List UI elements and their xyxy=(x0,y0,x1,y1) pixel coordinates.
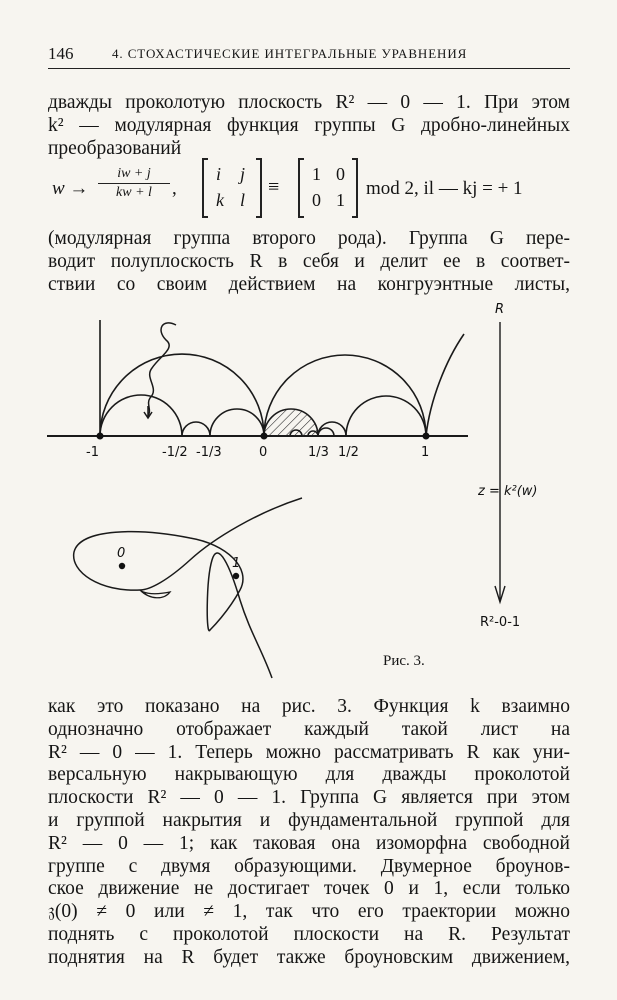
matrix-cell: l xyxy=(240,190,246,210)
text-line: поднятия на R будет также броуновским движением, xyxy=(48,946,570,968)
text-line: и группой накрытия и фундаментальной группой для xyxy=(48,809,570,831)
label-point-zero: 0 xyxy=(117,546,126,561)
arc-right-edge xyxy=(426,334,464,436)
paragraph-top xyxy=(48,92,570,160)
text-line: версальную накрывающую для дважды проколотой xyxy=(48,764,570,786)
page-header xyxy=(48,44,570,69)
brownian-path-lower xyxy=(74,498,302,678)
text-line: водит полуплоскость R в себя и делит ее в соответ- xyxy=(48,250,570,272)
point-zero xyxy=(261,433,268,440)
puncture-zero xyxy=(119,563,125,569)
label-point-one: 1 xyxy=(232,556,241,571)
matrix-left xyxy=(202,160,262,216)
matrix-cell: 1 xyxy=(336,190,345,210)
tick-third: 1/3 xyxy=(308,445,329,460)
tick-zero: 0 xyxy=(259,445,268,460)
label-R: R xyxy=(495,302,505,317)
text-line: преобразований xyxy=(48,137,182,159)
tick-minus-third: -1/3 xyxy=(196,445,222,460)
matrix-cell: 0 xyxy=(336,164,345,184)
fraction-denominator: kw + l xyxy=(116,185,152,200)
formula-fraction xyxy=(98,166,170,201)
formula-equiv: ≡ xyxy=(268,176,280,198)
label-map: z = k²(w) xyxy=(478,484,538,499)
point-minus-one xyxy=(97,433,104,440)
arc-minus-one-half xyxy=(100,395,182,436)
arc-minus-third-zero xyxy=(210,409,264,436)
matrix-right xyxy=(298,160,358,216)
text-line: ское движение не достигает точек 0 и 1, если только xyxy=(48,878,570,900)
matrix-cell: j xyxy=(240,164,246,184)
text-line: (модулярная группа второго рода). Группа G пере- xyxy=(48,228,570,249)
tick-minus-one: -1 xyxy=(86,445,99,460)
text-line: однозначно отображает каждый такой лист на xyxy=(48,718,570,740)
matrix-cell: 0 xyxy=(312,190,321,210)
text-line: k² — модулярная функция группы G дробно-линейных xyxy=(48,114,570,136)
brownian-loop-small xyxy=(140,590,170,598)
tick-half: 1/2 xyxy=(338,445,359,460)
label-target: R²-0-1 xyxy=(480,615,521,630)
formula-w-arrow: w → xyxy=(52,178,89,199)
text-line: как это показано на рис. 3. Функция k взаимно xyxy=(48,696,570,717)
text-line: поднять с проколотой плоскости на R. Результат xyxy=(48,923,570,945)
figure-caption: Рис. 3. xyxy=(383,653,425,669)
tick-one: 1 xyxy=(421,445,430,460)
text-line: дважды проколотую плоскость R² — 0 — 1. При этом xyxy=(48,92,570,113)
puncture-one xyxy=(233,573,239,579)
tick-minus-half: -1/2 xyxy=(162,445,188,460)
text-line: группе с двумя образующими. Двумерное броунов- xyxy=(48,855,570,877)
paragraph-mid xyxy=(48,228,570,296)
formula-comma: , xyxy=(172,178,177,199)
matrix-cell: k xyxy=(216,190,224,210)
brownian-path-upper xyxy=(148,323,176,416)
point-one xyxy=(423,433,430,440)
brownian-arrowhead xyxy=(144,406,152,418)
arc-minus-one-zero xyxy=(100,354,264,436)
page-number: 146 xyxy=(48,44,74,63)
figure-modular-sheets xyxy=(0,290,617,690)
arc-half-one xyxy=(346,396,426,436)
text-line: 𝔷(0) ≠ 0 или ≠ 1, так что его траектории можно xyxy=(48,901,570,923)
paragraph-bottom xyxy=(48,696,570,970)
matrix-cell: i xyxy=(216,164,222,184)
fraction-numerator: iw + j xyxy=(98,166,170,184)
arc-minus-half-third xyxy=(182,422,210,436)
matrix-cell: 1 xyxy=(312,164,321,184)
running-title: 4. СТОХАСТИЧЕСКИЕ ИНТЕГРАЛЬНЫЕ УРАВНЕНИЯ xyxy=(112,46,468,61)
text-line: R² — 0 — 1. Теперь можно рассматривать R как уни- xyxy=(48,741,570,763)
formula xyxy=(52,160,572,220)
formula-condition: mod 2, il — kj = + 1 xyxy=(366,178,523,199)
text-line: плоскости R² — 0 — 1. Группа G является при этом xyxy=(48,787,570,809)
text-line: ствии со своим действием на конгруэнтные листы, xyxy=(48,273,570,295)
text-line: R² — 0 — 1; как таковая она изоморфна свободной xyxy=(48,832,570,854)
